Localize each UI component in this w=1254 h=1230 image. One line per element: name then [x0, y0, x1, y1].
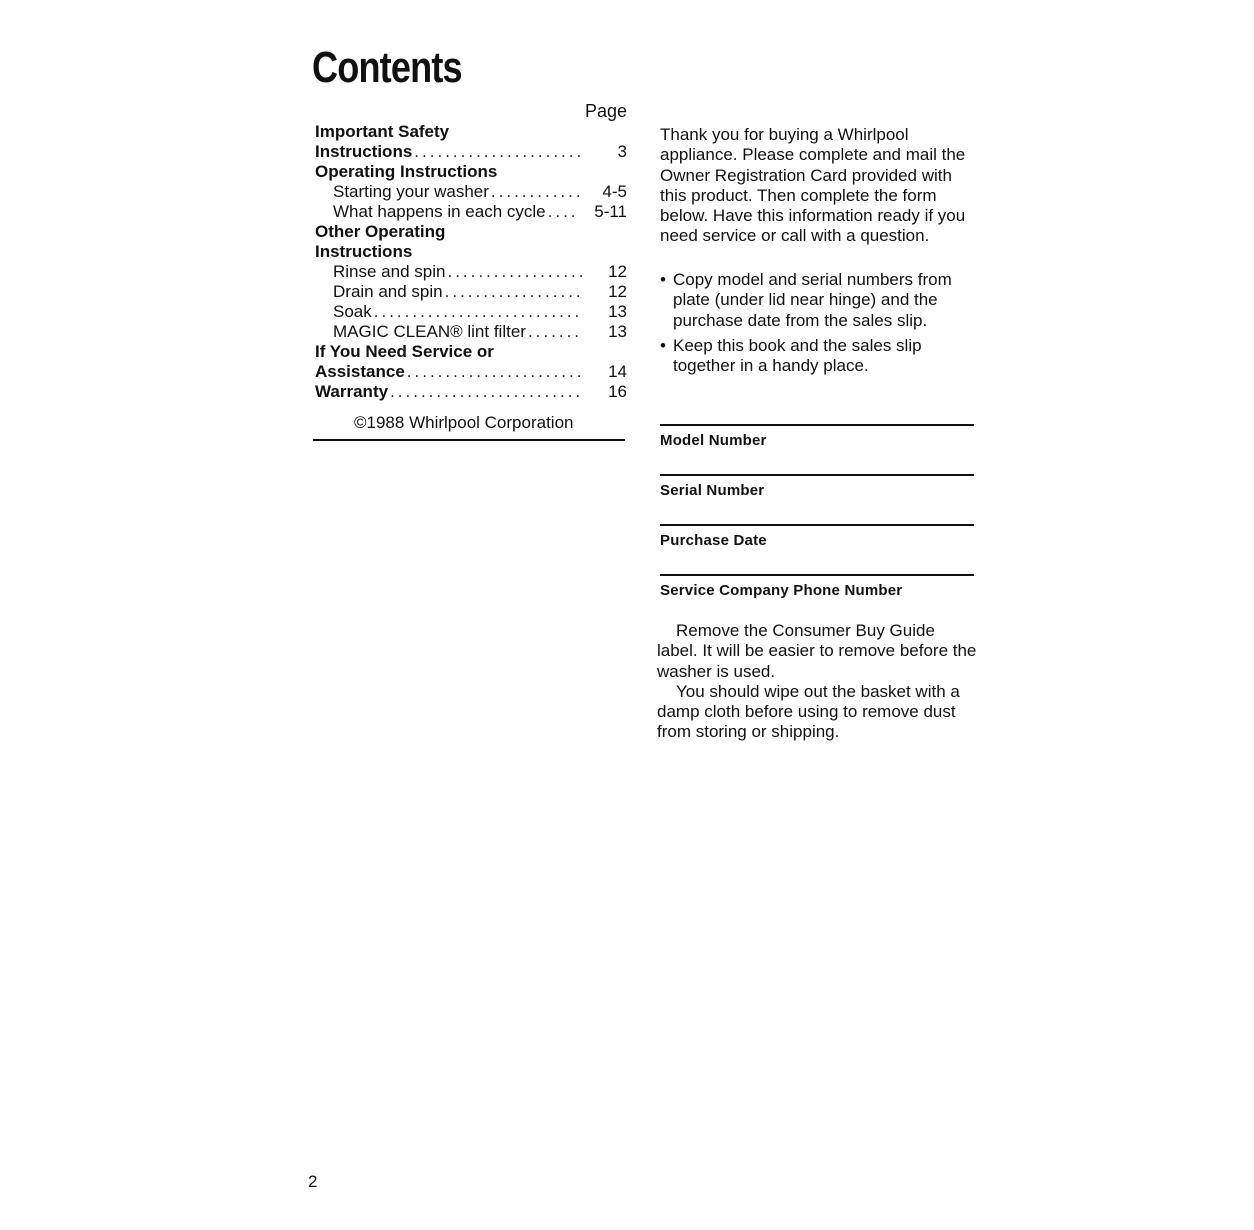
list-item-text: Keep this book and the sales slip together in a handy place.	[673, 335, 922, 376]
toc-leader-dots	[528, 322, 583, 342]
toc-entry-label: Warranty	[315, 382, 389, 401]
field-line[interactable]	[660, 474, 974, 476]
toc-entry-page: 14	[608, 362, 627, 381]
table-of-contents	[315, 122, 627, 402]
toc-entry-label: Assistance	[315, 362, 405, 381]
toc-entry-each-cycle	[315, 202, 627, 222]
instruction-list	[660, 270, 980, 381]
toc-entry-page: 13	[608, 302, 627, 321]
page-title: Contents	[312, 43, 462, 92]
toc-entry-label: Starting your washer	[333, 182, 489, 201]
toc-entry-page: 12	[608, 282, 627, 301]
toc-entry-safety-instructions	[315, 142, 627, 162]
bullet-icon: •	[660, 270, 666, 289]
purchase-date-field[interactable]	[660, 524, 974, 549]
note-paragraph: You should wipe out the basket with a damp cloth before using to remove dust from storing or shipping.	[657, 681, 960, 742]
toc-entry-lint-filter	[315, 322, 627, 342]
toc-entry-other-operating	[315, 222, 627, 242]
toc-entry-rinse-spin	[315, 262, 627, 282]
toc-entry-label: Drain and spin	[333, 282, 443, 301]
toc-entry-label: Instructions	[315, 142, 413, 161]
toc-leader-dots	[414, 142, 583, 162]
field-line[interactable]	[660, 424, 974, 426]
toc-entry-label: Rinse and spin	[333, 262, 446, 281]
toc-entry-label: What happens in each cycle	[333, 202, 546, 221]
toc-entry-page: 4-5	[602, 182, 627, 201]
toc-entry-label: If You Need Service or	[315, 342, 494, 361]
toc-entry-important-safety	[315, 122, 627, 142]
list-item	[660, 336, 980, 377]
serial-number-field[interactable]	[660, 474, 974, 499]
toc-entry-label: Important Safety	[315, 122, 450, 141]
toc-entry-operating-instructions	[315, 162, 627, 182]
toc-leader-dots	[491, 182, 583, 202]
toc-page-column-header: Page	[585, 101, 628, 121]
field-line[interactable]	[660, 574, 974, 576]
toc-leader-dots	[447, 262, 583, 282]
model-number-field[interactable]	[660, 424, 974, 449]
intro-paragraph: Thank you for buying a Whirlpool appliance. Please complete and mail the Owner Registration Card provided with this product. Then complete the form below. Have this information ready if you need service or call with a question.	[660, 125, 966, 246]
toc-entry-page: 16	[608, 382, 627, 401]
toc-entry-drain-spin	[315, 282, 627, 302]
toc-leader-dots	[407, 362, 583, 382]
field-label: Purchase Date	[660, 532, 767, 549]
field-label: Service Company Phone Number	[660, 582, 903, 599]
toc-entry-other-instructions	[315, 242, 627, 262]
toc-entry-page: 5-11	[594, 202, 627, 221]
toc-entry-page: 13	[608, 322, 627, 341]
toc-entry-starting-washer	[315, 182, 627, 202]
toc-entry-warranty	[315, 382, 627, 402]
divider	[313, 439, 625, 441]
toc-entry-label: Operating Instructions	[315, 162, 498, 181]
toc-entry-label: MAGIC CLEAN® lint filter	[333, 322, 526, 341]
note-paragraph: Remove the Consumer Buy Guide label. It will be easier to remove before the washer is used.	[657, 621, 977, 681]
field-label: Model Number	[660, 432, 767, 449]
toc-leader-dots	[374, 302, 583, 322]
toc-entry-page: 3	[617, 142, 627, 161]
list-item-text: Copy model and serial numbers from plate (under lid near hinge) and the purchase date from the sales slip.	[673, 270, 952, 330]
bullet-icon: •	[660, 335, 666, 355]
list-item	[660, 270, 980, 331]
toc-leader-dots	[390, 382, 583, 402]
page-number: 2	[308, 1172, 318, 1191]
toc-leader-dots	[445, 282, 583, 302]
toc-entry-label: Instructions	[315, 242, 413, 261]
field-line[interactable]	[660, 524, 974, 526]
notes-section	[657, 621, 977, 743]
toc-entry-assistance	[315, 362, 627, 382]
toc-leader-dots	[548, 202, 581, 222]
toc-entry-label: Soak	[333, 302, 372, 321]
toc-entry-need-service	[315, 342, 627, 362]
toc-entry-soak	[315, 302, 627, 322]
field-label: Serial Number	[660, 482, 765, 499]
toc-entry-label: Other Operating	[315, 222, 446, 241]
copyright-notice: ©1988 Whirlpool Corporation	[354, 413, 574, 432]
toc-entry-page: 12	[608, 262, 627, 281]
service-phone-field[interactable]	[660, 574, 974, 599]
